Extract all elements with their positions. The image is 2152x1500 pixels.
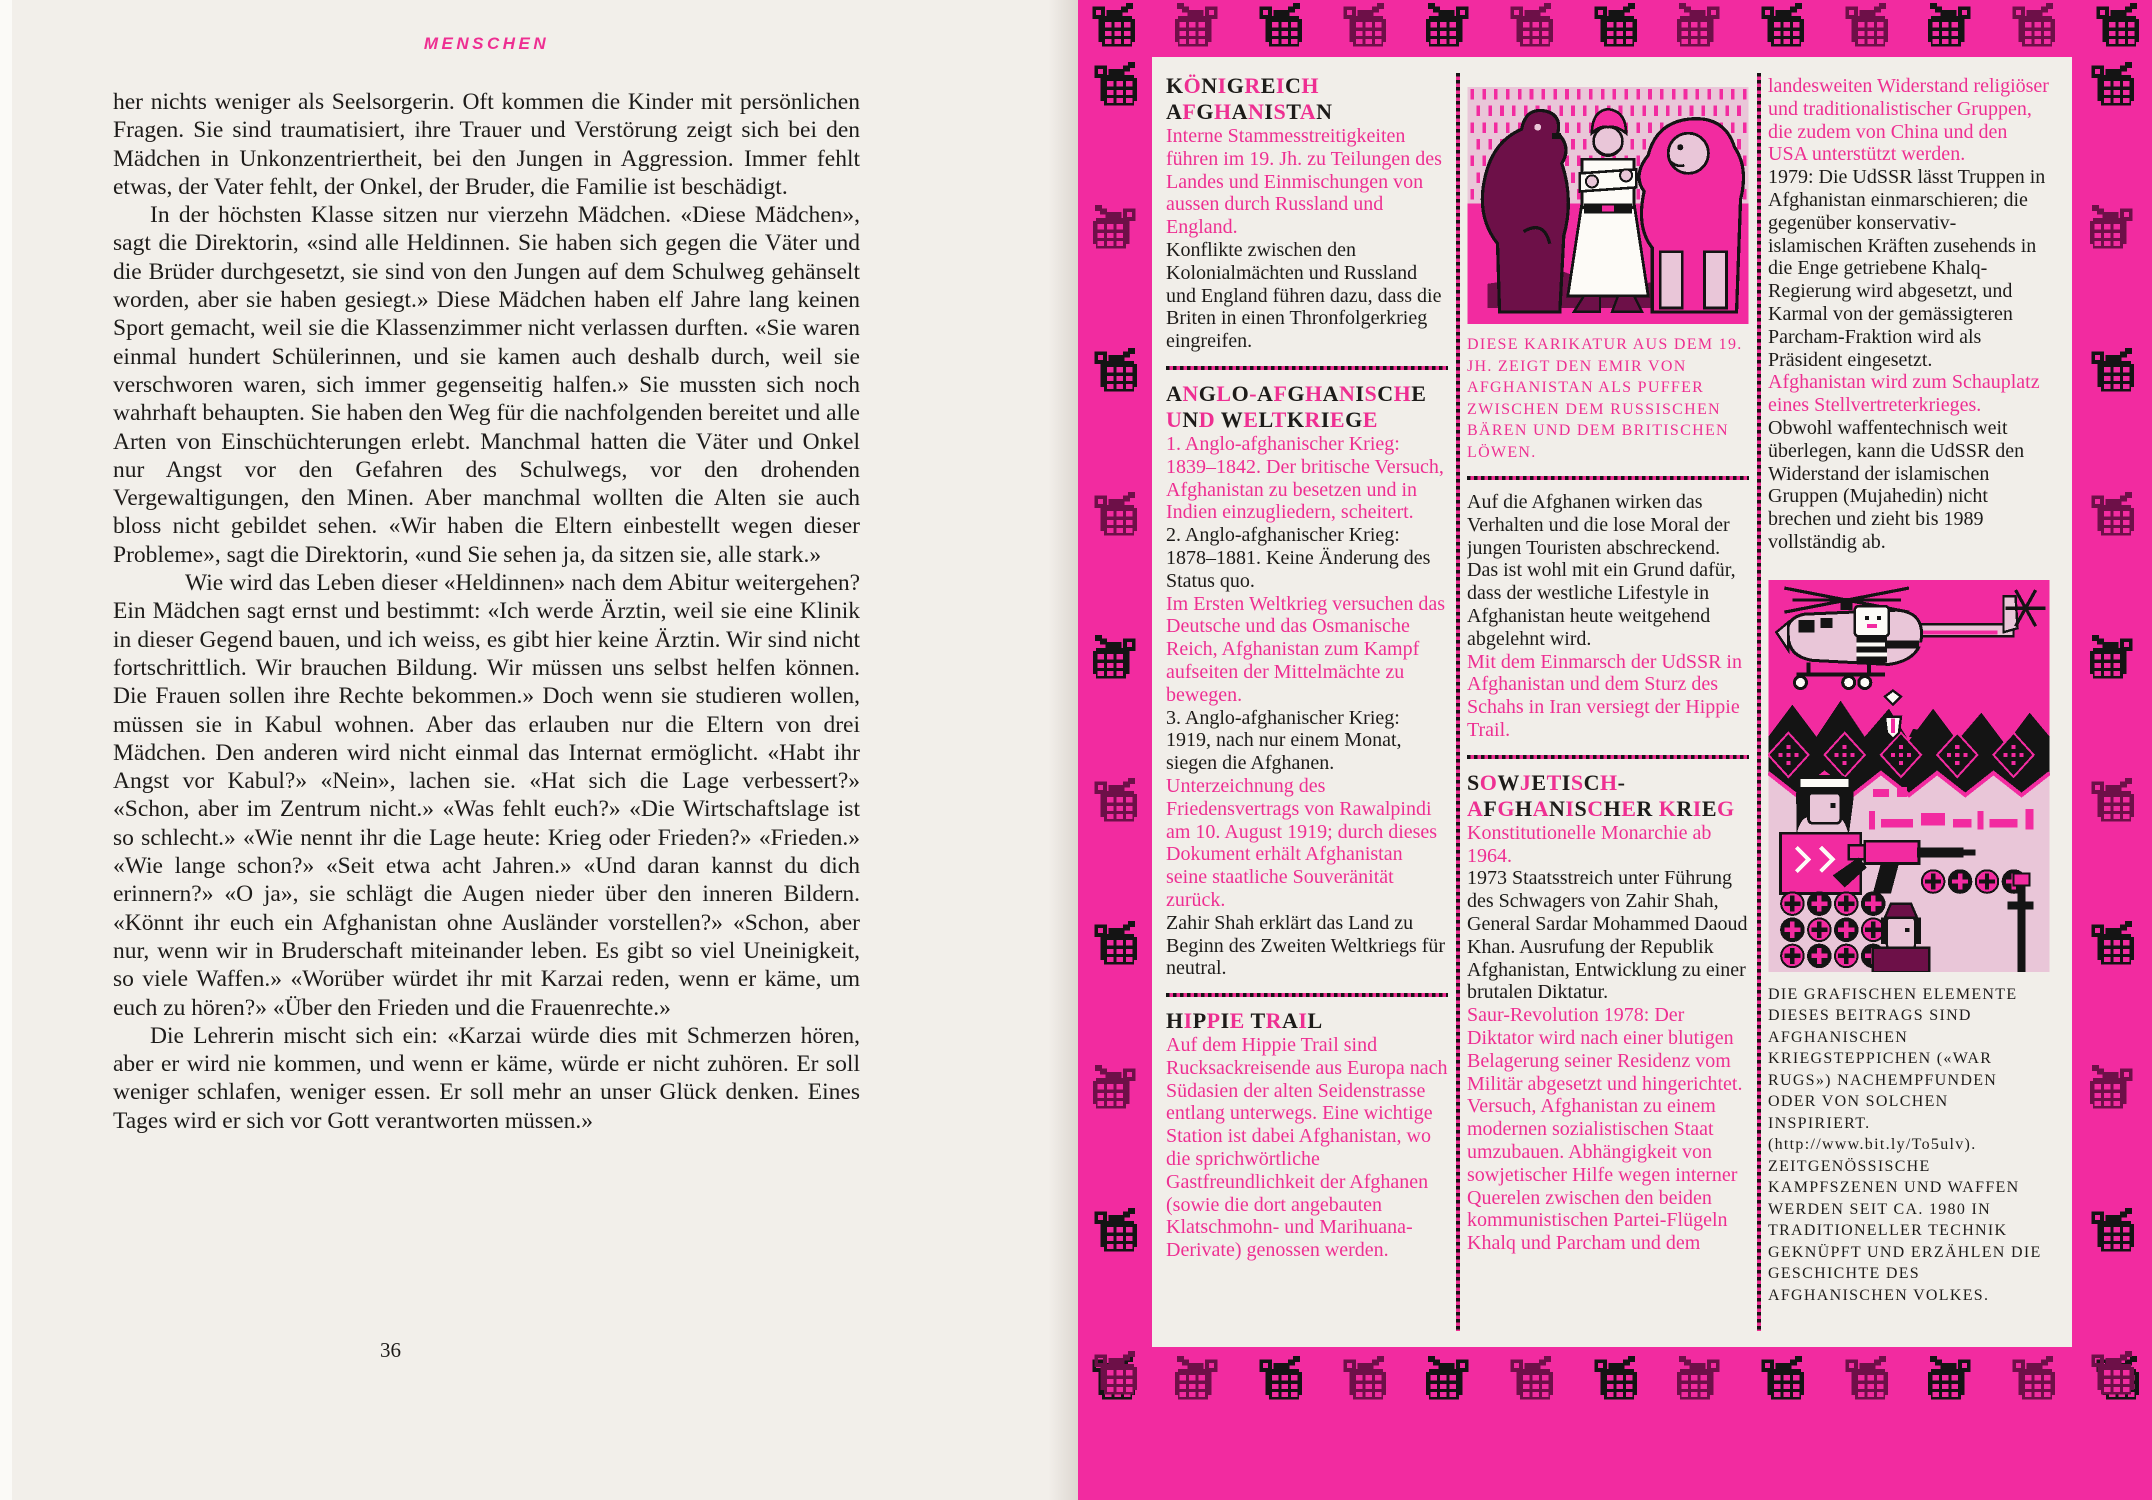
grenade-icon [1088, 635, 1142, 688]
grenade-icon [1504, 3, 1558, 56]
grenade-icon [2085, 1351, 2139, 1404]
body-paragraph: In der höchsten Klasse sitzen nur vierzehn Mädchen. «Diese Mädchen», sagt die Direktorin, «sind alle Heldinnen. Sie haben sich gegen die Väter und die Brüder durchgesetzt, sie sind von den Jungen auf dem Schulweg gehänselt worden, aber sie haben gesiegt.» Diese Mädchen haben elf Jahre lang keinen Sport gemacht, weil sie die Klassenzimmer nicht verlassen durften. «Sie waren einmal hundert Schülerinnen, und sie kamen auch deshalb durch, weil sie verschworen waren, sich immer gegenseitig halfen.» Sie mussten sich noch wahrhaft behaupten. Sie haben den Weg für die nachfolgenden bereitet und alle Arten von Einschüchterungen erlebt. Manchmal hatten die Väter und Onkel nur Angst vor den Gefahren des Schulwegs, vor den drohenden Vergewaltigungen, den Minen. Aber manchmal wollten die Alten sie auch bloss nicht gebildet sehen. «Wir haben die Eltern einbestellt wegen dieser Probleme», sagt die Direktorin, «und Sie sehen ja, da sitzen sie, alle stark.» [113, 202, 860, 568]
section-header: MENSCHEN [423, 34, 550, 53]
body-text: 1979: Die UdSSR lässt Truppen in Afghanistan einmarschieren; die gegenüber konservativ-islamischen Kräften zusehends in die Enge getriebene Khalq-Regierung wird abgesetzt, und Karmal von der gemässigteren Parcham-Fraktion wird als Präsident eingesetzt. [1768, 166, 2046, 371]
body-text: 1973 Staatsstreich unter Führung des Schwagers von Zahir Shah, General Sardar Mohammed Daoud Khan. Ausrufung der Republik Afghanistan, Entwicklung zu einer brutalen Diktatur. [1467, 867, 1748, 1004]
grenade-icon [2085, 348, 2139, 401]
grenade-icon [1672, 3, 1726, 56]
grenade-icon [2090, 3, 2144, 56]
grenade-icon [1088, 921, 1142, 974]
body-text-pink: landesweiten Widerstand religiöser und traditionalistischer Gruppen, die zudem von China und den USA unterstützt werden. [1768, 75, 2049, 166]
body-text-pink: Saur-Revolution 1978: Der Diktator wird nach einer blutigen Belagerung seiner Residenz vom Militär abgesetzt und hingerichtet. Versuch, Afghanistan zu einem modernen sozialistischen Staat umzubauen. Abhängigkeit von sowjetischer Hilfe wegen interner Querelen zwischen den beiden kommunistischen Partei-Flügeln Khalq und Parcham und dem [1467, 1004, 1743, 1255]
body-text: 3. Anglo-afghanischer Krieg: 1919, nach nur einem Monat, siegen die Afghanen. [1166, 706, 1402, 775]
grenade-icon [1755, 3, 1809, 56]
dotted-divider [1166, 366, 1448, 370]
spine-shadow [1048, 0, 1078, 1500]
grenade-icon [2085, 492, 2139, 545]
grenade-icon [1088, 778, 1142, 831]
body-text-pink: Interne Stammesstreitigkeiten führen im 19. Jh. zu Teilungen des Landes und Einmischungen von aussen durch Russland und England. [1166, 125, 1442, 239]
body-text: Obwohl waffentechnisch weit überlegen, kann die UdSSR den Widerstand der islamischen Gruppen (Mujahedin) nicht brechen und zieht bis 1989 vollständig ab. [1768, 416, 2025, 553]
heading-koenigreich-afghanistan: KÖNIGREICH AFGHANISTAN [1166, 73, 1333, 124]
grenade-icon [1839, 1356, 1893, 1409]
page-number: 36 [380, 1338, 401, 1362]
column-caricature [1467, 73, 1749, 1331]
grenade-icon [1337, 1356, 1391, 1409]
grenade-icon [1839, 3, 1893, 56]
grenade-icon [1170, 3, 1224, 56]
column-kingdom [1166, 73, 1448, 1331]
body-text-pink: Afghanistan wird zum Schauplatz eines Stellvertreterkrieges. [1768, 371, 2040, 417]
grenade-icon [1337, 3, 1391, 56]
grenade-border-left [1088, 62, 1142, 1404]
grenade-icon [1923, 1356, 1977, 1409]
body-text: Zahir Shah erklärt das Land zu Beginn des Zweiten Weltkriegs für neutral. [1166, 911, 1446, 980]
grenade-icon [1504, 1356, 1558, 1409]
page-edge [0, 0, 12, 1500]
body-paragraph: her nichts weniger als Seelsorgerin. Oft kommen die Kinder mit persönlichen Fragen. Sie sind traumatisiert, ihre Trauer und Verstörung zeigt sich bei den Mädchen in Unkonzentriertheit, bei den Jungen in Aggression. Immer fehlt etwas, der Vater fehlt, der Onkel, der Bruder, die Familie ist beschädigt. [113, 89, 860, 200]
grenade-icon [1170, 1356, 1224, 1409]
grenade-icon [1672, 1356, 1726, 1409]
dotted-column-divider [1456, 73, 1460, 1331]
dotted-column-divider [1757, 73, 1761, 1331]
body-text-pink: Unterzeichnung des Friedensvertrags von Rawalpindi am 10. August 1919; durch dieses Dokument erhält Afghanistan seine staatliche Souveränität zurück. [1166, 774, 1438, 911]
grenade-icon [1088, 348, 1142, 401]
grenade-icon [1088, 1351, 1142, 1404]
heading-anglo-afghanische-kriege: ANGLO-AFGHANISCHE UND WELTKRIEGE [1166, 380, 1427, 432]
article-body [113, 88, 860, 1135]
grenade-icon [2006, 1356, 2060, 1409]
credits-caption: DIE GRAFISCHEN ELEMENTE DIESES BEITRAGS SIND AFGHANISCHEN KRIEGSTEPPICHEN («WAR RUGS») NACHEMPFUNDEN ODER VON SOLCHEN INSPIRIERT. (http://www.bit.ly/To5ulv). ZEITGENÖSSISCHE KAMPFSZENEN UND WAFFEN WERDEN SEIT CA. 1980 IN TRADITIONELLER TECHNIK GEKNÜPFT UND ERZÄHLEN DIE GESCHICHTE DES AFGHANISCHEN VOLKES. [1768, 985, 2042, 1304]
body-text-pink: Auf dem Hippie Trail sind Rucksackreisende aus Europa nach Südasien der alten Seidenstrasse entlang unterwegs. Eine wichtige Station ist dabei Afghanistan, wo die sprichwörtliche Gastfreundlichkeit der Afghanen (sowie die dort angebauten Klatschmohn- und Marihuana-Derivate) genossen werden. [1166, 1034, 1448, 1262]
grenade-icon [2085, 635, 2139, 688]
caricature-caption: DIESE KARIKATUR AUS DEM 19. JH. ZEIGT DEN EMIR VON AFGHANISTAN ALS PUFFER ZWISCHEN DEM RUSSISCHEN BÄREN UND DEM BRITISCHEN LÖWEN. [1467, 336, 1743, 461]
grenade-icon [2085, 1208, 2139, 1261]
heading-hippie-trail: HIPPIE TRAIL [1166, 1008, 1323, 1034]
dotted-divider [1467, 755, 1749, 759]
body-paragraph: Wie wird das Leben dieser «Heldinnen» nach dem Abitur weitergehen? Ein Mädchen sagt ernst und bestimmt: «Ich werde Ärztin, weil sie eine Klinik in dieser Gegend bauen, und ich weiss, es gibt hier keine Ärztin. Wir sind nicht fortschrittlich. Wir brauchen Bildung. Wir müssen uns selbst helfen können. Die Frauen sollen ihre Rechte bekommen.» Doch wenn sie studieren wollen, müssen sie in Kabul wohnen. Aber das erlauben nur die Eltern von drei Mädchen. Den anderen wird nicht einmal das Internat ermöglicht. «Habt ihr Angst vor Kabul?» «Nein», lachen sie. «Hat sich die Lage verbessert?» «Schon, aber im Zentrum nicht.» «Was fehlt euch?» «Die Wirtschaftslage ist so schlecht.» «Wie nennt ihr die Lage heute: Krieg oder Frieden?» «Frieden.» «Wie lange schon?» «Seit etwa acht Jahren.» «Und daran kannst du dich erinnern?» «O ja», sie schlägt die Augen nieder über den inneren Bildern. «Könnt ihr euch ein Afghanistan ohne Ausländer vorstellen?» «Schon, aber nur, wenn wir in Bruderschaft miteinander leben. Es gibt so viel Uneinigkeit, so viele Waffen.» «Worüber würdet ihr mit Karzai reden, wenn er käme, um euch zu hören?» «Über den Frieden und die Frauenrechte.» [113, 570, 860, 1021]
column-war-rug [1768, 73, 2050, 1331]
grenade-icon [1755, 1356, 1809, 1409]
body-paragraph: Die Lehrerin mischt sich ein: «Karzai würde dies mit Schmerzen hören, aber er wird nie kommen, und wenn er käme, würde er nicht zuhören. Er soll weniger schlafen, weniger essen. Er soll mehr an unser Glück denken. Eines Tages wird er sich vor Gott verantworten müssen.» [113, 1022, 860, 1134]
grenade-icon [2085, 62, 2139, 115]
body-text: 2. Anglo-afghanischer Krieg: 1878–1881. Keine Änderung des Status quo. [1166, 524, 1431, 592]
heading-sowjetisch-afghanischer-krieg: SOWJETISCH-AFGHANISCHER KRIEG [1467, 769, 1735, 821]
body-text-pink: Mit dem Einmarsch der UdSSR in Afghanistan und dem Sturz des Schahs in Iran versiegt der Hippie Trail. [1467, 650, 1742, 741]
infographic-panel [1152, 57, 2072, 1347]
grenade-icon [1088, 492, 1142, 545]
grenade-icon [1588, 3, 1642, 56]
body-text: Konflikte zwischen den Kolonialmächten und Russland und England führen dazu, dass die Briten in einen Thronfolgerkrieg eingreifen. [1166, 238, 1442, 353]
dotted-divider [1467, 476, 1749, 480]
grenade-icon [1088, 62, 1142, 115]
grenade-icon [1253, 3, 1307, 56]
grenade-icon [1923, 3, 1977, 56]
body-text-pink: 1. Anglo-afghanischer Krieg: 1839–1842. Der britische Versuch, Afghanistan zu besetzen und in Indien einzugliedern, scheitert. [1166, 432, 1444, 524]
grenade-icon [2006, 3, 2060, 56]
grenade-border-bottom [1086, 1356, 2144, 1408]
right-page [1078, 0, 2152, 1500]
bear-emir-lion-caricature [1467, 87, 1749, 324]
grenade-border-top [1086, 3, 2144, 55]
grenade-icon [1086, 3, 1140, 56]
grenade-icon [2085, 778, 2139, 831]
body-text-pink: Im Ersten Weltkrieg versuchen das Deutsche und das Osmanische Reich, Afghanistan zum Kampf aufseiten der Mittelmächte zu bewegen. [1166, 592, 1446, 706]
grenade-icon [1088, 1208, 1142, 1261]
grenade-icon [2085, 205, 2139, 258]
grenade-icon [2085, 1065, 2139, 1118]
grenade-icon [1088, 205, 1142, 258]
helicopter-war-rug [1768, 580, 2050, 972]
grenade-icon [1088, 1065, 1142, 1118]
body-text: Auf die Afghanen wirken das Verhalten und die lose Moral der jungen Touristen abschreckend. Das ist wohl mit ein Grund dafür, dass der westliche Lifestyle in Afghanistan heute weitgehend abgelehnt wird. [1467, 491, 1736, 650]
dotted-divider [1166, 993, 1448, 997]
grenade-icon [1253, 1356, 1307, 1409]
grenade-icon [1421, 3, 1475, 56]
grenade-icon [2085, 921, 2139, 974]
body-text-pink: Konstitutionelle Monarchie ab 1964. [1467, 821, 1712, 867]
grenade-icon [1421, 1356, 1475, 1409]
grenade-icon [1588, 1356, 1642, 1409]
grenade-border-right [2085, 62, 2139, 1404]
